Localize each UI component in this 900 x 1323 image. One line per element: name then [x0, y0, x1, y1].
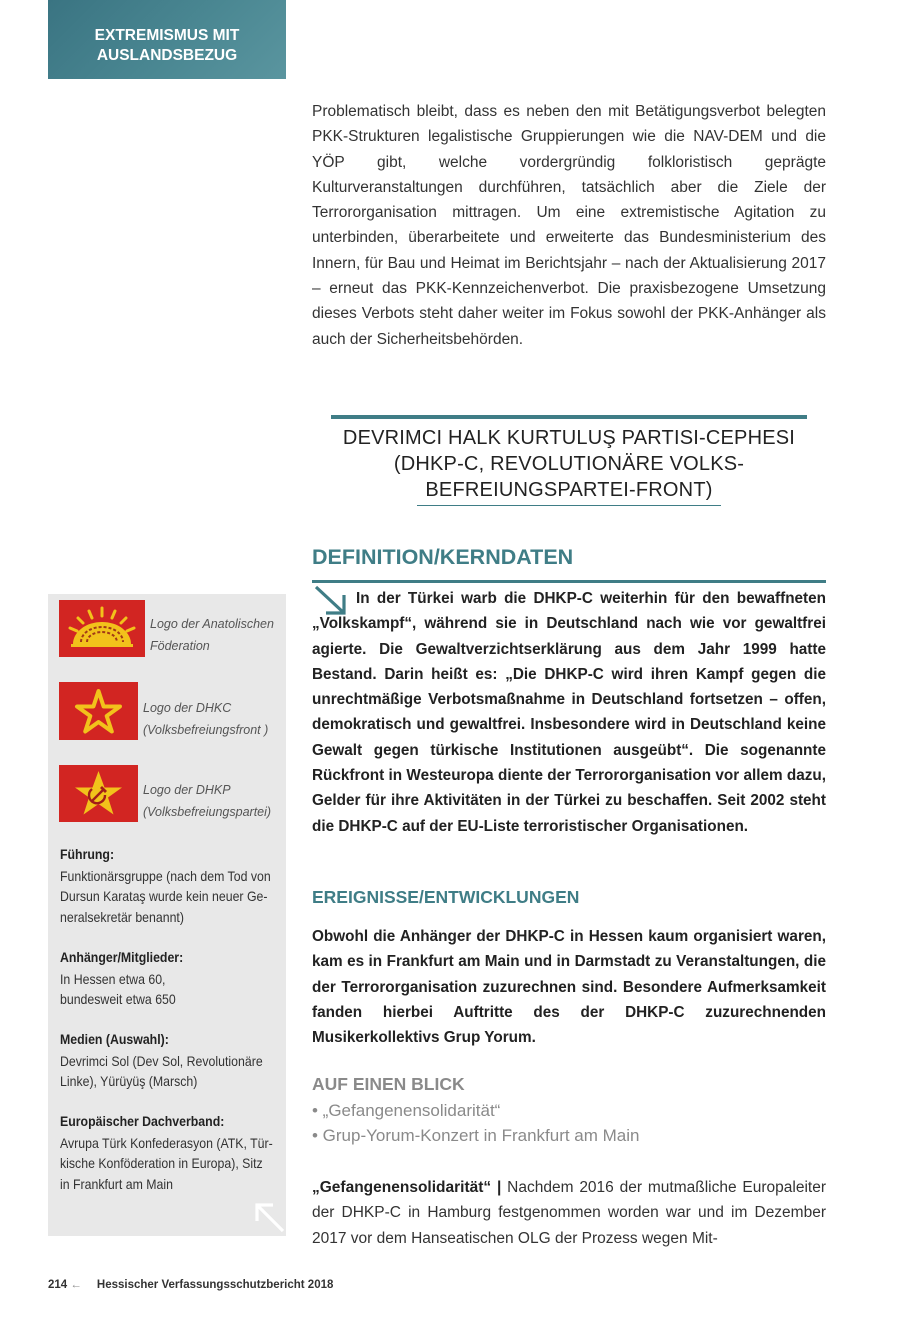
section-tab-line2: AUSLANDSBEZUG — [96, 47, 238, 64]
section-title-line1: DEVRIMCI HALK KURTULUŞ PARTISI-CEPHESI — [342, 427, 796, 449]
events-text: Obwohl die Anhänger der DHKP-C in Hessen kaum organisiert waren, kam es in Frankfurt am Main und in Darmstadt zu Veranstaltungen, die der Terrororganisation zuzurechnen sind. Besondere Aufmerksamkeit fanden hierbei Auftritte des der DHKP-C zuzurechnenden Musikerkollektivs Grup Yorum. — [312, 928, 826, 1047]
section-title-line3: BEFREIUNGSPARTEI-FRONT) — [425, 479, 713, 501]
members-value: In Hessen etwa 60, bundesweit etwa 650 — [60, 971, 176, 1008]
definition-rule — [312, 580, 826, 583]
final-body: Nachdem 2016 der mutmaßliche Europaleiter der DHKP-C in Hamburg festgenommen worden war und im Dezember 2017 vor dem Hanseatischen OLG der Prozess wegen Mit- — [312, 1179, 826, 1247]
logo3-caption: Logo der DHKP (Volksbefreiungspartei) — [143, 783, 272, 819]
members-label: Anhänger/Mitglieder: — [60, 949, 184, 965]
dhkc-logo — [59, 682, 138, 740]
dhkp-logo — [59, 765, 138, 822]
definition-heading: DEFINITION/KERNDATEN — [312, 545, 574, 569]
anatolian-federation-logo — [59, 600, 145, 657]
section-title — [312, 425, 826, 503]
logo1-caption: Logo der Anatolischen Föderation — [150, 617, 274, 653]
final-paragraph — [312, 1175, 826, 1251]
star-hammer-sickle-icon — [59, 765, 138, 822]
leadership-value: Funktionärsgruppe (nach dem Tod von Dursun Karataş wurde kein neuer Ge- neralsekretär benannt) — [60, 868, 271, 925]
report-title: Hessischer Verfassungsschutzbericht 2018 — [96, 1279, 334, 1291]
media-label: Medien (Auswahl): — [60, 1031, 169, 1047]
leadership-label: Führung: — [60, 846, 115, 862]
glance-item: • Grup-Yorum-Konzert in Frankfurt am Main — [312, 1126, 640, 1145]
sunrise-emblem-icon — [59, 600, 145, 657]
back-arrow-icon: ← — [70, 1279, 82, 1291]
section-tab-line1: EXTREMISMUS MIT — [94, 27, 240, 44]
page-number: 214 — [48, 1279, 68, 1291]
page-footer — [48, 1279, 333, 1291]
logo2-caption: Logo der DHKC (Volksbefreiungsfront ) — [143, 701, 269, 737]
umbrella-value: Avrupa Türk Konfederasyon (ATK, Tür- kische Konföderation in Europa), Sitz in Frankfurt am Main — [60, 1135, 273, 1192]
media-value: Devrimci Sol (Dev Sol, Revolutionäre Linke), Yürüyüş (Marsch) — [60, 1053, 263, 1090]
title-bottom-rule — [417, 505, 721, 506]
glance-list — [312, 1098, 640, 1148]
umbrella-label: Europäischer Dachverband: — [60, 1113, 225, 1129]
events-heading: EREIGNISSE/ENTWICKLUNGEN — [312, 887, 580, 907]
arrow-up-left-icon — [252, 1200, 286, 1234]
glance-item: • „Gefangenensolidarität“ — [312, 1101, 501, 1120]
section-tab — [48, 0, 286, 79]
star-icon — [59, 682, 138, 740]
final-lead: „Gefangenensolidarität“ | — [312, 1179, 502, 1196]
intro-paragraph: Problematisch bleibt, dass es neben den mit Betätigungsverbot belegten PKK-Strukturen legalistische Gruppierungen wie die NAV-DEM und die YÖP gibt, welche vordergründig folkloristisch geprägte Kulturveranstaltungen durchführen, tatsächlich aber die Ziele der Terrororganisation mittragen. Um eine extremistische Agitation zu unterbinden, überarbeitete und erweiterte das Bundesministerium des Innern, für Bau und Heimat im Berichtsjahr – nach der Aktualisierung 2017 – erneut das PKK-Kennzeichenverbot. Die praxisbezogene Umsetzung dieses Verbots steht daher weiter im Fokus sowohl der PKK-Anhänger als auch der Sicherheitsbehörden. — [312, 103, 826, 348]
title-top-rule — [331, 415, 807, 419]
glance-heading: AUF EINEN BLICK — [312, 1074, 465, 1094]
section-title-line2: (DHKP-C, REVOLUTIONÄRE VOLKS- — [393, 453, 745, 475]
definition-text: In der Türkei warb die DHKP-C weiterhin für den bewaffneten „Volkskampf“, während sie in Deutschland nach wie vor gewaltfrei agierte. Die Gewaltverzichtserklärung aus dem Jahr 1999 hatte Bestand. Darin heißt es: „Die DHKP-C wird ihren Kampf gegen die unrechtmäßige Verbotsmaßnahme in Deutschland fortsetzen – offen, demokratisch und gewaltfrei. Insbesondere wird in Deutschland keine Gewalt gegen türkische Institutionen ausgeübt“. Die sogenannte Rückfront in Westeuropa diente der Terrororganisation vor allem dazu, Gelder für ihre Aktivitäten in der Türkei zu beschaffen. Seit 2002 steht die DHKP-C auf der EU-Liste terroristischer Organisationen. — [312, 590, 826, 835]
